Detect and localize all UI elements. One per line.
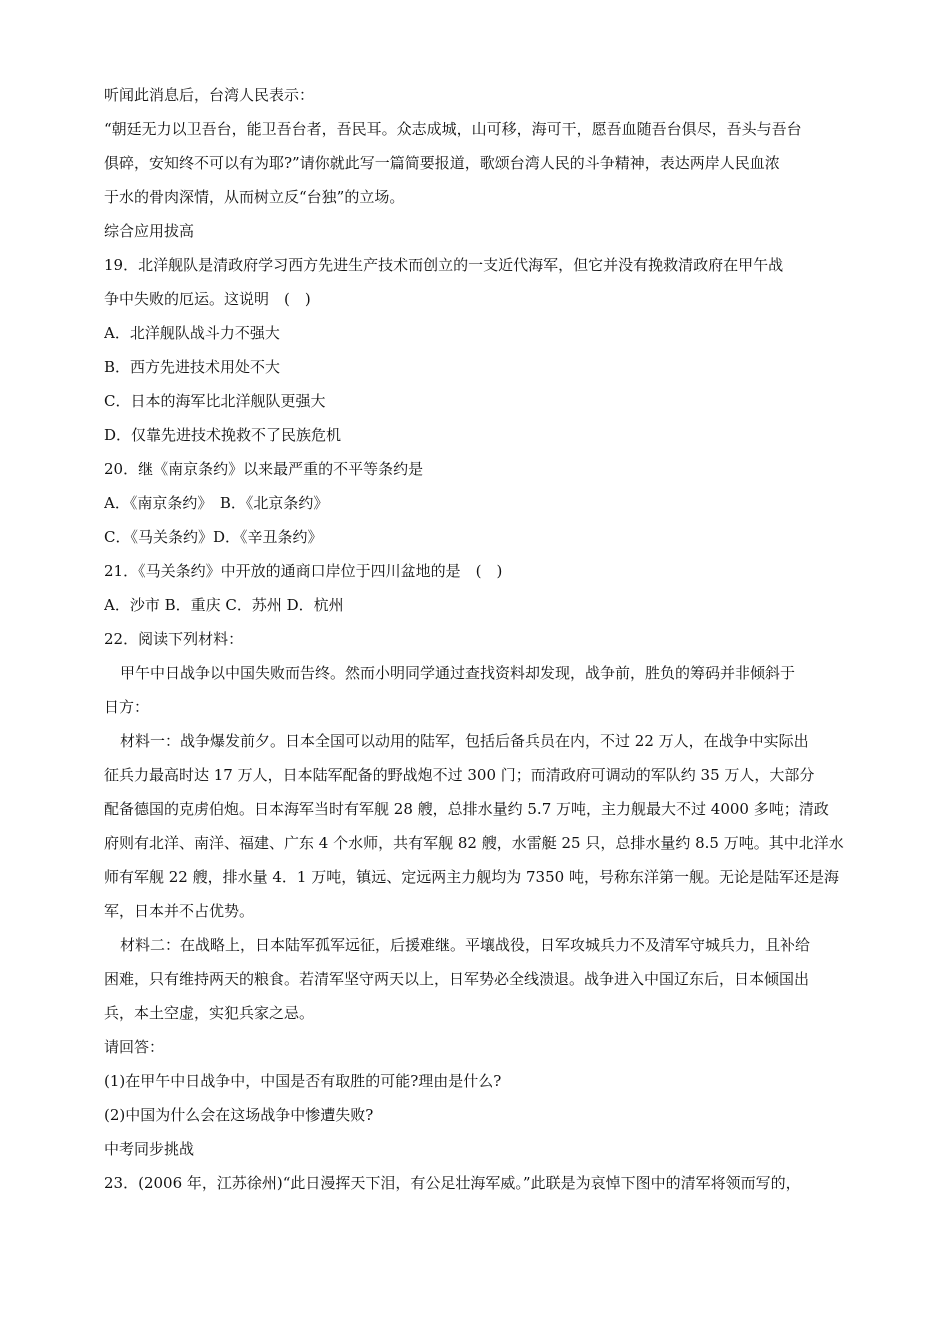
material-one-line-6: 军，日本并不占优势。 (104, 902, 255, 920)
question-19-option-a: A．北洋舰队战斗力不强大 (104, 324, 280, 342)
material-two-line-1: 材料二：在战略上，日本陆军孤军远征，后援难继。平壤战役，日军攻城兵力不及清军守城兵力，且补给 (120, 936, 811, 954)
passage-intro-line-1: 甲午中日战争以中国失败而告终。然而小明同学通过查找资料却发现，战争前，胜负的筹码并非倾斜于 (120, 664, 796, 682)
document-page (104, 78, 864, 1200)
question-20: 20．继《南京条约》以来最严重的不平等条约是 (104, 460, 424, 478)
question-19-option-d: D．仅靠先进技术挽救不了民族危机 (104, 426, 342, 444)
question-20-options-cd: C．《马关条约》D．《辛丑条约》 (104, 528, 323, 546)
question-19-line-2: 争中失败的厄运。这说明 ( ) (104, 290, 311, 308)
question-20-options-ab: A．《南京条约》 B．《北京条约》 (104, 494, 329, 512)
material-one-line-1: 材料一：战争爆发前夕。日本全国可以动用的陆军，包括后备兵员在内，不过 22 万人，在战争中实际出 (120, 732, 809, 750)
quote-line-2: 俱碎，安知终不可以有为耶?”请你就此写一篇简要报道，歌颂台湾人民的斗争精神，表达两岸人民血浓 (104, 154, 780, 172)
material-one-line-3: 配备德国的克虏伯炮。日本海军当时有军舰 28 艘，总排水量约 5.7 万吨，主力舰最大不过 4000 多吨；清政 (104, 800, 829, 818)
section-heading-exam: 中考同步挑战 (104, 1140, 195, 1158)
material-two-line-3: 兵，本土空虚，实犯兵家之忌。 (104, 1004, 315, 1022)
quote-line-1: “朝廷无力以卫吾台，能卫吾台者，吾民耳。众志成城，山可移，海可干，愿吾血随吾台俱尽，吾头与吾台 (104, 120, 802, 138)
question-21: 21．《马关条约》中开放的通商口岸位于四川盆地的是 ( ) (104, 562, 503, 580)
question-19-option-c: C．日本的海军比北洋舰队更强大 (104, 392, 326, 410)
question-19-option-b: B．西方先进技术用处不大 (104, 358, 281, 376)
question-22: 22．阅读下列材料： (104, 630, 244, 648)
sub-question-1: (1)在甲午中日战争中，中国是否有取胜的可能?理由是什么? (104, 1072, 502, 1090)
sub-question-2: (2)中国为什么会在这场战争中惨遭失败? (104, 1106, 374, 1124)
material-one-line-5: 师有军舰 22 艘，排水量 4．1 万吨，镇远、定远两主力舰均为 7350 吨，号称东洋第一舰。无论是陆军还是海 (104, 868, 839, 886)
question-19-line-1: 19．北洋舰队是清政府学习西方先进生产技术而创立的一支近代海军，但它并没有挽救清政府在甲午战 (104, 256, 784, 274)
intro-line: 听闻此消息后，台湾人民表示： (104, 86, 315, 104)
answer-prompt: 请回答： (104, 1038, 165, 1056)
passage-intro-line-2: 日方： (104, 698, 150, 716)
question-23: 23．(2006 年，江苏徐州)“此日漫挥天下泪，有公足壮海军威。”此联是为哀悼下图中的清军将领而写的， (104, 1174, 801, 1192)
question-21-options: A．沙市 B．重庆 C．苏州 D．杭州 (104, 596, 344, 614)
material-one-line-4: 府则有北洋、南洋、福建、广东 4 个水师，共有军舰 82 艘，水雷艇 25 只，总排水量约 8.5 万吨。其中北洋水 (104, 834, 844, 852)
material-two-line-2: 困难，只有维持两天的粮食。若清军坚守两天以上，日军势必全线溃退。战争进入中国辽东后，日本倾国出 (104, 970, 810, 988)
quote-line-3: 于水的骨肉深情，从而树立反“台独”的立场。 (104, 188, 405, 206)
section-heading-comprehensive: 综合应用拔高 (104, 222, 195, 240)
material-one-line-2: 征兵力最高时达 17 万人，日本陆军配备的野战炮不过 300 门；而清政府可调动的军队约 35 万人，大部分 (104, 766, 815, 784)
